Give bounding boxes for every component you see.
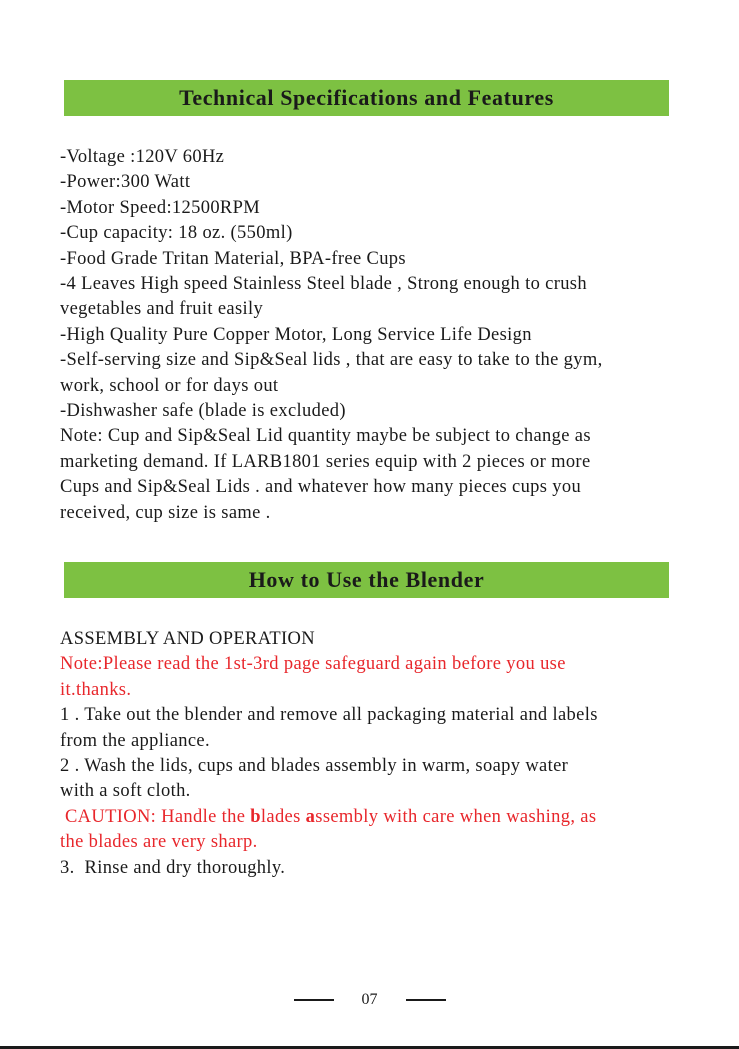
caution-bold-letter: a <box>305 806 316 827</box>
assembly-heading: ASSEMBLY AND OPERATION <box>60 629 315 649</box>
caution-bold-letter: b <box>250 806 261 827</box>
caution-text: ssembly with care when washing, as <box>315 806 597 827</box>
usage-section-title: How to Use the Blender <box>248 567 485 592</box>
spec-line: -Voltage :120V 60Hz <box>60 147 225 167</box>
usage-instructions <box>60 627 680 881</box>
step-3-line: 3. Rinse and dry thoroughly. <box>60 857 286 878</box>
footer-dash-right <box>406 999 446 1001</box>
spec-line: -Power:300 Watt <box>60 172 191 193</box>
note-line: Note: Cup and Sip&Seal Lid quantity maybe be subject to change as <box>60 426 591 447</box>
spec-line: -Cup capacity: 18 oz. (550ml) <box>60 223 293 244</box>
note-line: Cups and Sip&Seal Lids . and whatever how many pieces cups you <box>60 477 582 498</box>
spec-line: -4 Leaves High speed Stainless Steel blade , Strong enough to crush <box>60 274 587 295</box>
usage-section-banner <box>64 562 669 598</box>
caution-text: lades <box>260 806 306 827</box>
note-line: received, cup size is same . <box>60 502 271 523</box>
footer-dash-left <box>294 999 334 1001</box>
spec-list <box>60 145 680 526</box>
caution-line: the blades are very sharp. <box>60 832 258 853</box>
spec-line: -High Quality Pure Copper Motor, Long Service Life Design <box>60 324 532 345</box>
spec-section-banner <box>64 80 669 116</box>
step-2-line: 2 . Wash the lids, cups and blades assembly in warm, soapy water <box>60 756 569 777</box>
safeguard-note-line: it.thanks. <box>60 679 132 700</box>
note-line: marketing demand. If LARB1801 series equip with 2 pieces or more <box>60 451 591 472</box>
step-1-line: from the appliance. <box>60 730 210 751</box>
spec-line: vegetables and fruit easily <box>60 299 264 320</box>
spec-line: -Self-serving size and Sip&Seal lids , that are easy to take to the gym, <box>60 350 603 371</box>
spec-line: -Dishwasher safe (blade is excluded) <box>60 401 346 422</box>
spec-section-title: Technical Specifications and Features <box>179 85 554 110</box>
page-number: 07 <box>361 991 378 1008</box>
step-2-line: with a soft cloth. <box>60 781 191 802</box>
spec-line: -Food Grade Tritan Material, BPA-free Cups <box>60 248 406 269</box>
page-footer <box>0 990 739 1010</box>
spec-line: -Motor Speed:12500RPM <box>60 197 261 218</box>
safeguard-note-line: Note:Please read the 1st-3rd page safeguard again before you use <box>60 654 566 675</box>
caution-line <box>60 805 680 830</box>
caution-text: CAUTION: Handle the <box>60 806 251 827</box>
spec-line: work, school or for days out <box>60 375 279 396</box>
step-1-line: 1 . Take out the blender and remove all packaging material and labels <box>60 705 598 726</box>
